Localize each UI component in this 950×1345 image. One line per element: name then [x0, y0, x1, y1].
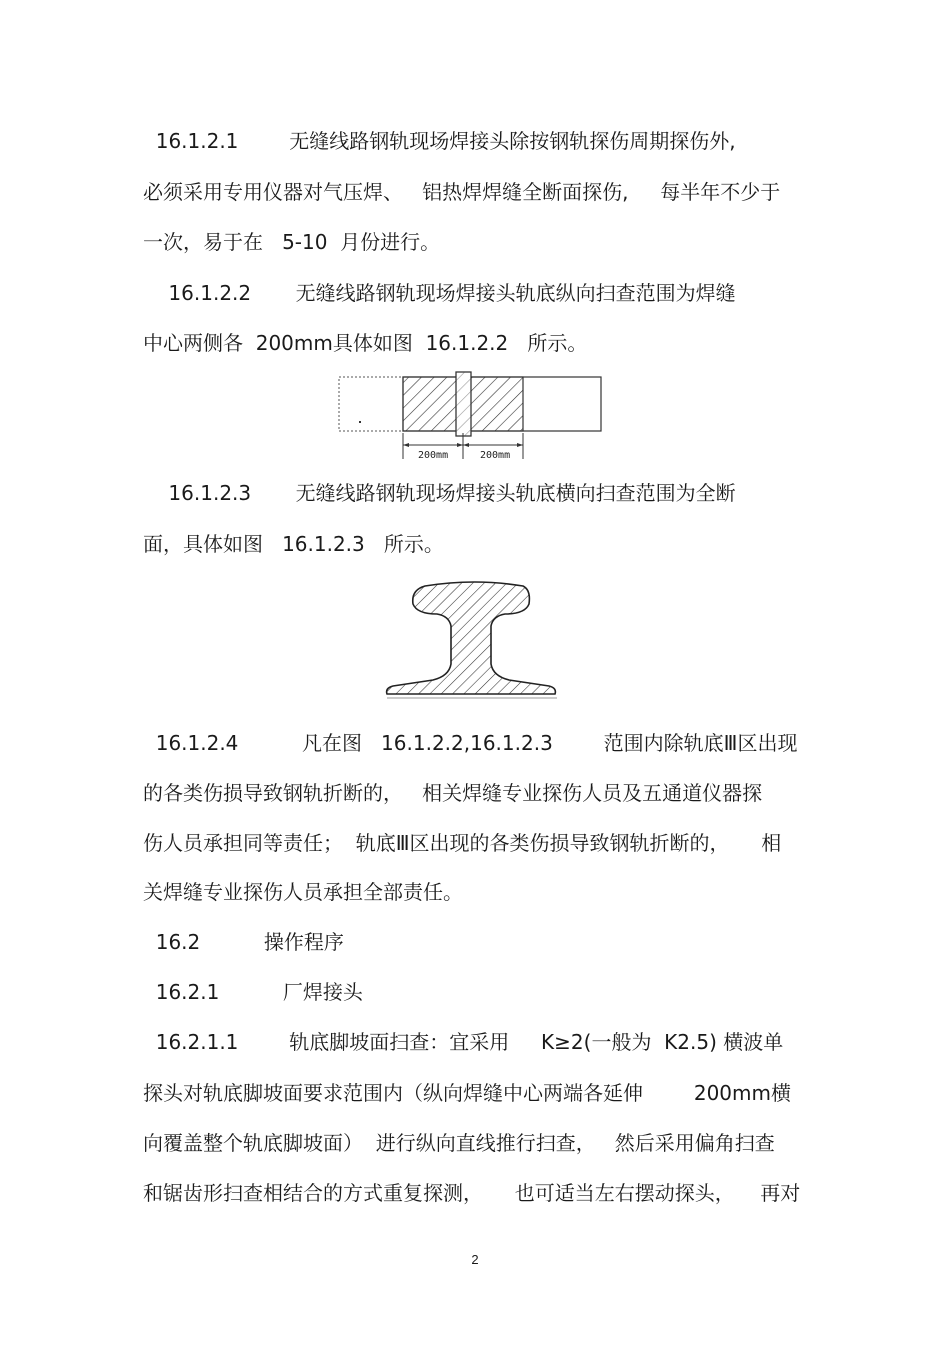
paragraph-16-1-2-2-line-1: 16.1.2.2 无缝线路钢轨现场焊接头轨底纵向扫查范围为焊缝 — [143, 281, 736, 305]
figure-16-1-2-2-longitudinal-scan — [338, 371, 604, 463]
paragraph-16-2-1-1-line-1: 16.2.1.1 轨底脚坡面扫查：宜采用 K≥2(一般为 K2.5) 横波单 — [143, 1030, 784, 1054]
paragraph-16-1-2-4-line-1: 16.1.2.4 凡在图 16.1.2.2,16.1.2.3 范围内除轨底Ⅲ区出现 — [143, 731, 798, 755]
paragraph-16-1-2-3-line-2: 面，具体如图 16.1.2.3 所示。 — [143, 532, 444, 556]
paragraph-16-1-2-1-line-2: 必须采用专用仪器对气压焊、 铝热焊焊缝全断面探伤, 每半年不少于 — [143, 180, 781, 204]
paragraph-16-1-2-1-line-1: 16.1.2.1 无缝线路钢轨现场焊接头除按钢轨探伤周期探伤外, — [143, 129, 736, 153]
paragraph-16-1-2-2-line-2: 中心两侧各 200mm具体如图 16.1.2.2 所示。 — [143, 331, 588, 355]
dimension-label-left: 200mm — [418, 450, 449, 461]
dimension-label-right: 200mm — [480, 450, 511, 461]
figure-16-1-2-3-rail-cross-section — [385, 580, 565, 702]
paragraph-16-1-2-4-line-2: 的各类伤损导致钢轨折断的， 相关焊缝专业探伤人员及五通道仪器探 — [143, 781, 763, 805]
paragraph-16-2-1-1-line-2: 探头对轨底脚坡面要求范围内（纵向焊缝中心两端各延伸 200mm横 — [143, 1081, 791, 1105]
section-16-2-1-heading: 16.2.1 厂焊接头 — [143, 980, 363, 1004]
paragraph-16-2-1-1-line-3: 向覆盖整个轨底脚坡面） 进行纵向直线推行扫查， 然后采用偏角扫查 — [143, 1131, 775, 1155]
paragraph-16-2-1-1-line-4: 和锯齿形扫查相结合的方式重复探测， 也可适当左右摆动探头， 再对 — [143, 1181, 801, 1205]
paragraph-16-1-2-4-line-3: 伤人员承担同等责任； 轨底Ⅲ区出现的各类伤损导致钢轨折断的， 相 — [143, 831, 782, 855]
page-number: 2 — [471, 1252, 479, 1267]
section-16-2-heading: 16.2 操作程序 — [143, 930, 344, 954]
paragraph-16-1-2-3-line-1: 16.1.2.3 无缝线路钢轨现场焊接头轨底横向扫查范围为全断 — [143, 481, 736, 505]
paragraph-16-1-2-4-line-4: 关焊缝专业探伤人员承担全部责任。 — [143, 880, 463, 904]
paragraph-16-1-2-1-line-3: 一次，易于在 5-10 月份进行。 — [143, 230, 441, 254]
